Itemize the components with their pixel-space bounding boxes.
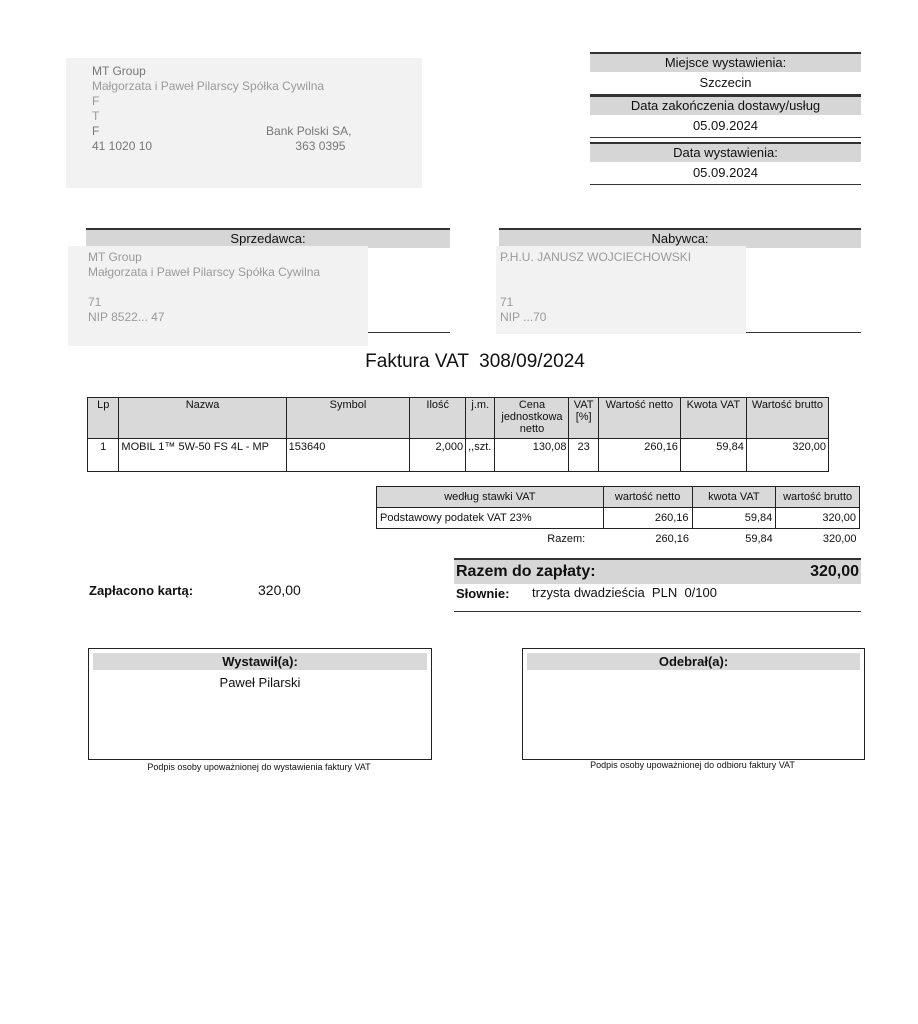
seller-line bbox=[88, 280, 388, 295]
vat-col-netto: wartość netto bbox=[603, 487, 692, 508]
col-symbol: Symbol bbox=[286, 398, 410, 439]
col-netto: Wartość netto bbox=[598, 398, 680, 439]
issuer-line: T bbox=[92, 109, 100, 123]
issued-by-name: Paweł Pilarski bbox=[219, 675, 301, 690]
cell-lp: 1 bbox=[88, 439, 119, 472]
header-info bbox=[590, 52, 861, 185]
issue-value: 05.09.2024 bbox=[590, 162, 861, 185]
issuer-line: Małgorzata i Paweł Pilarscy Spółka Cywilna bbox=[92, 79, 325, 93]
seller-address bbox=[88, 250, 388, 325]
cell-netto: 260,16 bbox=[598, 439, 680, 472]
col-brutto: Wartość brutto bbox=[746, 398, 828, 439]
seller-line: 71 bbox=[88, 295, 102, 309]
issuer-line: F bbox=[92, 94, 100, 108]
vat-row-netto: 260,16 bbox=[603, 508, 692, 529]
buyer-line: P.H.U. JANUSZ WOJCIECHOWSKI bbox=[500, 250, 692, 264]
place-label: Miejsce wystawienia: bbox=[590, 52, 861, 72]
delivery-label: Data zakończenia dostawy/usług bbox=[590, 95, 861, 115]
col-vat: VAT [%] bbox=[569, 398, 598, 439]
col-jm: j.m. bbox=[466, 398, 495, 439]
seller-line: NIP 8522... 47 bbox=[88, 310, 165, 324]
cell-jm: ,,szt. bbox=[466, 439, 495, 472]
words-value: trzysta dwadzieścia PLN 0/100 bbox=[532, 585, 717, 600]
vat-total-label: Razem: bbox=[547, 533, 586, 545]
vat-summary-table bbox=[376, 486, 860, 549]
total-due-label: Razem do zapłaty: bbox=[456, 563, 596, 580]
issuer-address bbox=[92, 64, 422, 154]
table-row bbox=[88, 439, 829, 472]
cell-cena: 130,08 bbox=[495, 439, 569, 472]
words-row bbox=[454, 584, 861, 612]
col-cena: Cena jednostkowa netto bbox=[495, 398, 569, 439]
vat-col-rate: według stawki VAT bbox=[377, 487, 604, 508]
paid-label: Zapłacono kartą: bbox=[89, 583, 194, 598]
cell-vat: 23 bbox=[569, 439, 598, 472]
buyer-line bbox=[500, 265, 745, 295]
words-label: Słownie: bbox=[456, 586, 510, 601]
vat-total-brutto: 320,00 bbox=[822, 533, 857, 545]
items-table bbox=[87, 397, 829, 472]
invoice-title: Faktura VAT 308/09/2024 bbox=[365, 351, 585, 372]
issue-label: Data wystawienia: bbox=[590, 142, 861, 162]
issued-by-box bbox=[88, 648, 432, 760]
col-nazwa: Nazwa bbox=[119, 398, 286, 439]
table-row bbox=[377, 529, 860, 550]
issuer-line: MT Group bbox=[92, 64, 146, 78]
paid-value: 320,00 bbox=[258, 582, 301, 598]
buyer-label: Nabywca: bbox=[499, 228, 861, 248]
buyer-line: NIP ...70 bbox=[500, 310, 547, 324]
issued-by-label: Wystawił(a): bbox=[93, 653, 427, 670]
table-row bbox=[377, 508, 860, 529]
cell-ilosc: 2,000 bbox=[410, 439, 466, 472]
total-due-bar bbox=[454, 558, 861, 584]
col-ilosc: Ilość bbox=[410, 398, 466, 439]
vat-col-brutto: wartość brutto bbox=[776, 487, 860, 508]
buyer-line: 71 bbox=[500, 295, 514, 309]
vat-row-kwota: 59,84 bbox=[692, 508, 776, 529]
col-kwota: Kwota VAT bbox=[680, 398, 746, 439]
issued-by-caption: Podpis osoby upoważnionej do wystawienia faktury VAT bbox=[147, 762, 371, 772]
vat-row-brutto: 320,00 bbox=[776, 508, 860, 529]
received-by-label: Odebrał(a): bbox=[527, 653, 860, 670]
seller-label: Sprzedawca: bbox=[86, 228, 450, 248]
issuer-line: 41 1020 10 363 0395 bbox=[92, 139, 346, 153]
vat-total-netto: 260,16 bbox=[655, 533, 690, 545]
received-by-box bbox=[522, 648, 865, 760]
cell-brutto: 320,00 bbox=[746, 439, 828, 472]
col-lp: Lp bbox=[88, 398, 119, 439]
issuer-line: F Bank Polski SA, bbox=[92, 124, 352, 138]
total-due-value: 320,00 bbox=[810, 563, 859, 580]
buyer-address bbox=[500, 250, 745, 325]
seller-line: MT Group bbox=[88, 250, 142, 264]
vat-col-kwota: kwota VAT bbox=[692, 487, 776, 508]
vat-rate-label: Podstawowy podatek VAT 23% bbox=[377, 508, 604, 529]
received-by-caption: Podpis osoby upoważnionej do odbioru faktury VAT bbox=[590, 760, 795, 770]
seller-line: Małgorzata i Paweł Pilarscy Spółka Cywilna bbox=[88, 265, 321, 279]
cell-symbol: 153640 bbox=[286, 439, 410, 472]
place-value: Szczecin bbox=[590, 72, 861, 95]
cell-kwota: 59,84 bbox=[680, 439, 746, 472]
vat-total-kwota: 59,84 bbox=[745, 533, 773, 545]
delivery-value: 05.09.2024 bbox=[590, 115, 861, 138]
cell-nazwa: MOBIL 1™ 5W-50 FS 4L - MP bbox=[119, 439, 286, 472]
